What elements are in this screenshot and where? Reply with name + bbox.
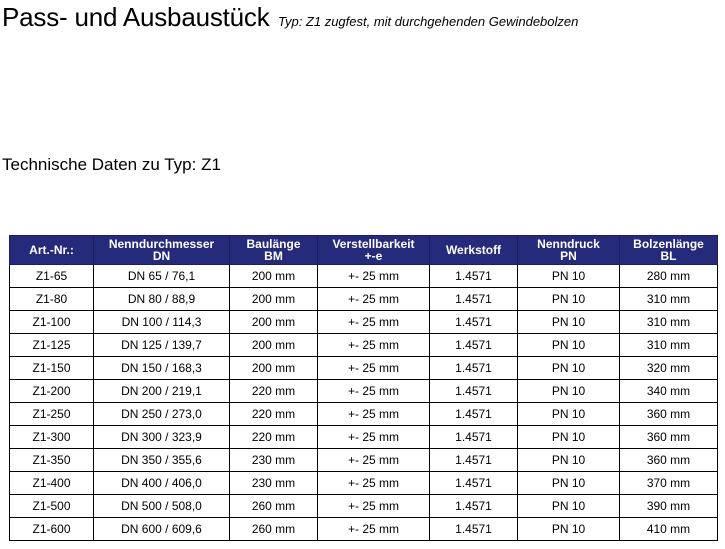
- cell-art-nr: Z1-500: [10, 495, 94, 518]
- cell-bolzenlaenge: 280 mm: [620, 265, 718, 288]
- cell-bolzenlaenge: 390 mm: [620, 495, 718, 518]
- table-row: [10, 334, 718, 357]
- cell-bolzenlaenge: 310 mm: [620, 311, 718, 334]
- cell-nenndruck: PN 10: [518, 403, 620, 426]
- cell-verstellbarkeit: +- 25 mm: [318, 334, 430, 357]
- cell-nenndurchmesser: DN 65 / 76,1: [94, 265, 230, 288]
- table-header-row: [10, 236, 718, 265]
- column-header-label: Baulänge: [246, 237, 301, 251]
- cell-verstellbarkeit: +- 25 mm: [318, 495, 430, 518]
- column-header-verstellbarkeit: [318, 236, 430, 265]
- column-header-symbol: PN: [560, 249, 577, 263]
- cell-baulaenge: 260 mm: [230, 518, 318, 541]
- column-header-art-nr: [10, 236, 94, 265]
- cell-bolzenlaenge: 360 mm: [620, 426, 718, 449]
- cell-nenndurchmesser: DN 125 / 139,7: [94, 334, 230, 357]
- cell-nenndurchmesser: DN 400 / 406,0: [94, 472, 230, 495]
- column-header-nenndruck: [518, 236, 620, 265]
- cell-werkstoff: 1.4571: [430, 403, 518, 426]
- cell-nenndurchmesser: DN 250 / 273,0: [94, 403, 230, 426]
- cell-bolzenlaenge: 310 mm: [620, 334, 718, 357]
- cell-nenndruck: PN 10: [518, 380, 620, 403]
- column-header-label: Art.-Nr.:: [29, 243, 74, 257]
- table-row: [10, 426, 718, 449]
- cell-nenndruck: PN 10: [518, 288, 620, 311]
- cell-verstellbarkeit: +- 25 mm: [318, 380, 430, 403]
- cell-verstellbarkeit: +- 25 mm: [318, 311, 430, 334]
- cell-baulaenge: 220 mm: [230, 426, 318, 449]
- table-row: [10, 265, 718, 288]
- cell-art-nr: Z1-65: [10, 265, 94, 288]
- cell-bolzenlaenge: 410 mm: [620, 518, 718, 541]
- cell-nenndruck: PN 10: [518, 449, 620, 472]
- cell-baulaenge: 200 mm: [230, 265, 318, 288]
- cell-bolzenlaenge: 310 mm: [620, 288, 718, 311]
- page-title-line: [2, 2, 578, 33]
- column-header-bolzenlaenge: [620, 236, 718, 265]
- cell-bolzenlaenge: 320 mm: [620, 357, 718, 380]
- cell-nenndurchmesser: DN 100 / 114,3: [94, 311, 230, 334]
- cell-baulaenge: 200 mm: [230, 357, 318, 380]
- cell-nenndruck: PN 10: [518, 311, 620, 334]
- column-header-label: Bolzenlänge: [633, 237, 704, 251]
- cell-werkstoff: 1.4571: [430, 380, 518, 403]
- column-header-nenndurchmesser: [94, 236, 230, 265]
- cell-nenndruck: PN 10: [518, 357, 620, 380]
- cell-verstellbarkeit: +- 25 mm: [318, 426, 430, 449]
- cell-nenndurchmesser: DN 350 / 355,6: [94, 449, 230, 472]
- cell-nenndurchmesser: DN 150 / 168,3: [94, 357, 230, 380]
- column-header-symbol: BL: [660, 249, 677, 263]
- cell-verstellbarkeit: +- 25 mm: [318, 518, 430, 541]
- column-header-baulaenge: [230, 236, 318, 265]
- column-header-label: Werkstoff: [445, 243, 502, 257]
- cell-bolzenlaenge: 360 mm: [620, 449, 718, 472]
- cell-art-nr: Z1-100: [10, 311, 94, 334]
- cell-baulaenge: 230 mm: [230, 472, 318, 495]
- table-row: [10, 495, 718, 518]
- table-row: [10, 449, 718, 472]
- table-row: [10, 380, 718, 403]
- cell-art-nr: Z1-400: [10, 472, 94, 495]
- cell-werkstoff: 1.4571: [430, 265, 518, 288]
- cell-art-nr: Z1-80: [10, 288, 94, 311]
- table-row: [10, 472, 718, 495]
- cell-verstellbarkeit: +- 25 mm: [318, 265, 430, 288]
- cell-baulaenge: 200 mm: [230, 311, 318, 334]
- cell-art-nr: Z1-250: [10, 403, 94, 426]
- table-row: [10, 357, 718, 380]
- table-row: [10, 518, 718, 541]
- section-title: Technische Daten zu Typ: Z1: [2, 155, 221, 174]
- cell-verstellbarkeit: +- 25 mm: [318, 403, 430, 426]
- table-row: [10, 288, 718, 311]
- column-header-werkstoff: [430, 236, 518, 265]
- cell-werkstoff: 1.4571: [430, 311, 518, 334]
- cell-nenndruck: PN 10: [518, 334, 620, 357]
- cell-verstellbarkeit: +- 25 mm: [318, 288, 430, 311]
- cell-art-nr: Z1-350: [10, 449, 94, 472]
- cell-baulaenge: 260 mm: [230, 495, 318, 518]
- cell-werkstoff: 1.4571: [430, 472, 518, 495]
- cell-nenndurchmesser: DN 600 / 609,6: [94, 518, 230, 541]
- cell-baulaenge: 220 mm: [230, 403, 318, 426]
- cell-verstellbarkeit: +- 25 mm: [318, 472, 430, 495]
- table-row: [10, 311, 718, 334]
- cell-baulaenge: 220 mm: [230, 380, 318, 403]
- table-row: [10, 403, 718, 426]
- cell-werkstoff: 1.4571: [430, 357, 518, 380]
- cell-verstellbarkeit: +- 25 mm: [318, 357, 430, 380]
- cell-werkstoff: 1.4571: [430, 518, 518, 541]
- cell-werkstoff: 1.4571: [430, 334, 518, 357]
- cell-baulaenge: 200 mm: [230, 288, 318, 311]
- cell-werkstoff: 1.4571: [430, 449, 518, 472]
- cell-werkstoff: 1.4571: [430, 288, 518, 311]
- cell-werkstoff: 1.4571: [430, 426, 518, 449]
- cell-nenndurchmesser: DN 200 / 219,1: [94, 380, 230, 403]
- cell-nenndruck: PN 10: [518, 518, 620, 541]
- page-subtitle: Typ: Z1 zugfest, mit durchgehenden Gewindebolzen: [277, 14, 579, 29]
- cell-baulaenge: 200 mm: [230, 334, 318, 357]
- technical-data-table: [9, 235, 718, 541]
- cell-baulaenge: 230 mm: [230, 449, 318, 472]
- page-title: Pass- und Ausbaustück: [2, 2, 270, 32]
- cell-art-nr: Z1-200: [10, 380, 94, 403]
- cell-verstellbarkeit: +- 25 mm: [318, 449, 430, 472]
- cell-nenndruck: PN 10: [518, 472, 620, 495]
- cell-bolzenlaenge: 340 mm: [620, 380, 718, 403]
- column-header-symbol: +-e: [364, 249, 383, 263]
- cell-bolzenlaenge: 370 mm: [620, 472, 718, 495]
- cell-werkstoff: 1.4571: [430, 495, 518, 518]
- column-header-symbol: DN: [152, 249, 171, 263]
- cell-bolzenlaenge: 360 mm: [620, 403, 718, 426]
- cell-nenndurchmesser: DN 300 / 323,9: [94, 426, 230, 449]
- column-header-label: Nenndurchmesser: [108, 237, 215, 251]
- cell-art-nr: Z1-300: [10, 426, 94, 449]
- cell-art-nr: Z1-125: [10, 334, 94, 357]
- cell-nenndurchmesser: DN 500 / 508,0: [94, 495, 230, 518]
- column-header-symbol: BM: [264, 249, 283, 263]
- cell-nenndruck: PN 10: [518, 426, 620, 449]
- column-header-label: Verstellbarkeit: [332, 237, 415, 251]
- cell-nenndurchmesser: DN 80 / 88,9: [94, 288, 230, 311]
- cell-art-nr: Z1-150: [10, 357, 94, 380]
- cell-nenndruck: PN 10: [518, 495, 620, 518]
- cell-nenndruck: PN 10: [518, 265, 620, 288]
- cell-art-nr: Z1-600: [10, 518, 94, 541]
- column-header-label: Nenndruck: [537, 237, 600, 251]
